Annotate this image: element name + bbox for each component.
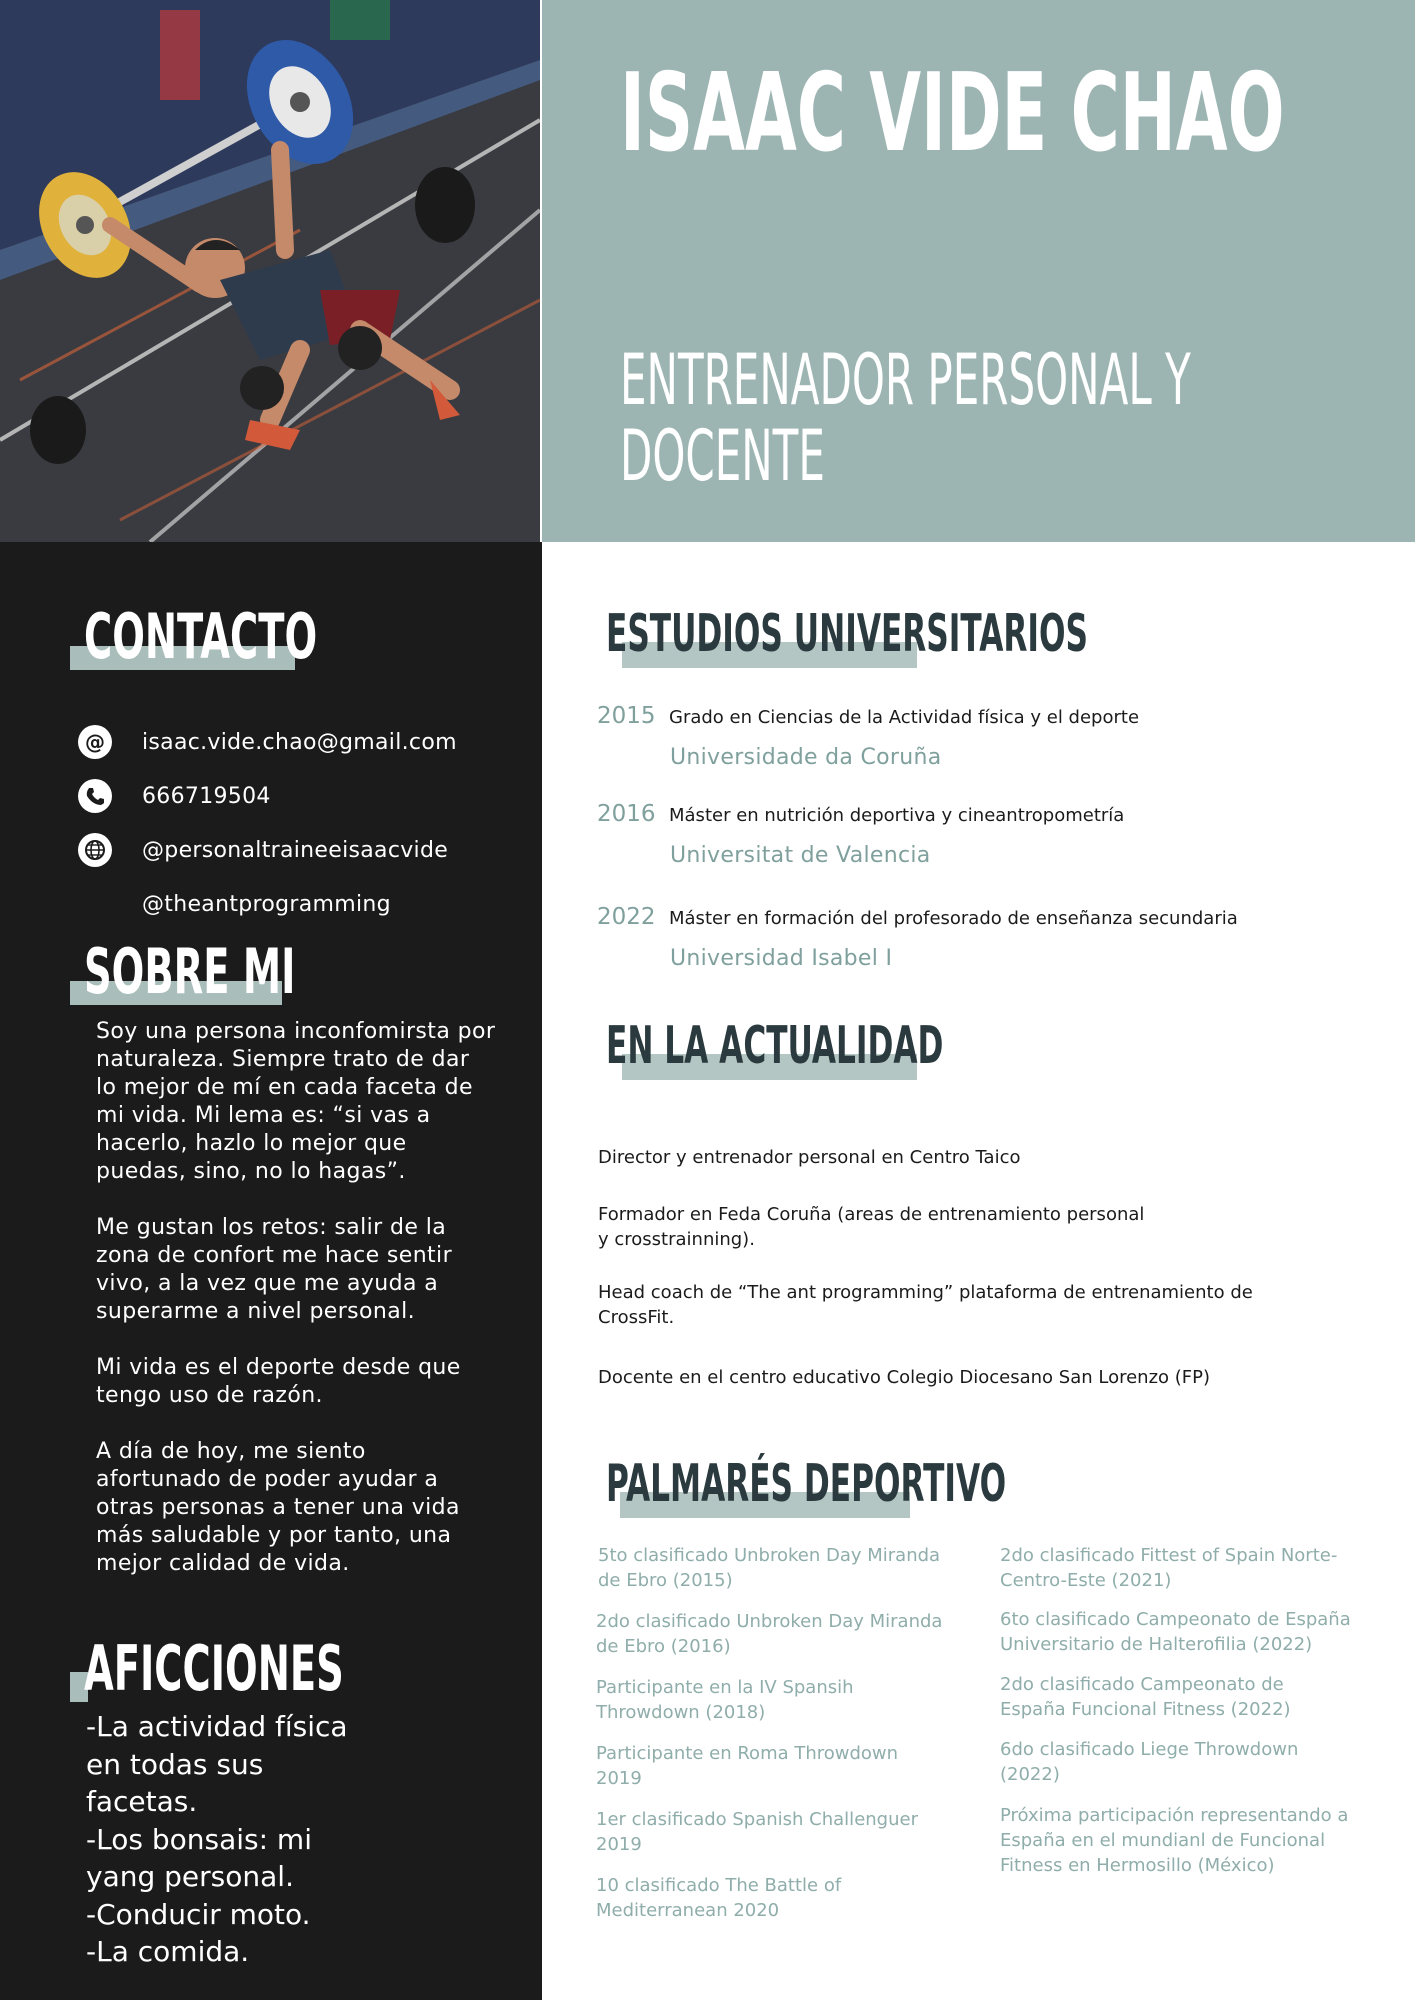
hobby-line: en todas sus — [86, 1747, 264, 1781]
studies-heading-text: ESTUDIOS UNIVERSITARIOS — [606, 604, 1089, 664]
at-icon: @ — [78, 725, 112, 759]
study-degree: Grado en Ciencias de la Actividad física y el deporte — [669, 707, 1140, 728]
awards-heading — [606, 1448, 1007, 1518]
study-degree: Máster en nutrición deportiva y cineantropometría — [669, 805, 1125, 826]
contact-social-row-2[interactable] — [78, 884, 391, 924]
studies-heading — [606, 598, 1089, 668]
contact-phone[interactable]: 666719504 — [142, 783, 271, 809]
award-item: 6do clasificado Liege Throwdown (2022) — [1000, 1739, 1299, 1785]
person-role — [620, 339, 1191, 497]
contact-social-1[interactable]: @personaltraineeisaacvide — [142, 837, 449, 863]
job-item: Director y entrenador personal en Centro Taico — [598, 1147, 1021, 1168]
contact-phone-row[interactable] — [78, 776, 271, 816]
hobby-line: -Los bonsais: mi — [86, 1822, 312, 1856]
header-band — [542, 0, 1415, 542]
profile-photo — [0, 0, 540, 542]
role-line-2: DOCENTE — [620, 415, 825, 497]
weightlifter-illustration — [0, 0, 540, 542]
about-text — [96, 1018, 496, 1606]
hobby-line: -Conducir moto. — [86, 1897, 311, 1931]
hobby-line: facetas. — [86, 1785, 198, 1818]
role-line-1: ENTRENADOR PERSONAL Y — [620, 339, 1191, 421]
person-name: ISAAC VIDE CHAO — [620, 51, 1285, 176]
study-year: 2016 — [597, 801, 656, 827]
study-year: 2015 — [597, 703, 656, 729]
study-year: 2022 — [597, 904, 656, 930]
award-item: 10 clasificado The Battle of Mediterranean 2020 — [596, 1875, 842, 1921]
hobby-line: -La actividad física — [86, 1710, 348, 1743]
contact-heading-text: CONTACTO — [84, 600, 318, 673]
phone-icon — [78, 779, 112, 813]
spacer-icon — [78, 887, 112, 921]
award-item: 6to clasificado Campeonato de España Universitario de Halterofilia (2022) — [1000, 1609, 1351, 1655]
study-university: Universidad Isabel I — [670, 946, 893, 971]
about-paragraph: A día de hoy, me siento afortunado de poder ayudar a otras personas a tener una vida más saludable y por tanto, una mejor calidad de vida. — [96, 1439, 460, 1576]
hobby-line: -La comida. — [86, 1935, 250, 1968]
award-item: 2do clasificado Campeonato de España Funcional Fitness (2022) — [1000, 1674, 1291, 1720]
hobbies-heading-text: AFICCIONES — [84, 1632, 344, 1705]
hobby-line: yang personal. — [86, 1860, 294, 1893]
about-paragraph: Me gustan los retos: salir de la zona de confort me hace sentir vivo, a la vez que me ayuda a superarme a nivel personal. — [96, 1215, 453, 1324]
about-paragraph: Mi vida es el deporte desde que tengo uso de razón. — [96, 1355, 461, 1408]
award-item: 2do clasificado Fittest of Spain Norte-Centro-Este (2021) — [1000, 1545, 1338, 1591]
award-item: Próxima participación representando a España en el mundianl de Funcional Fitness en Hermosillo (México) — [1000, 1805, 1349, 1876]
contact-social-row[interactable] — [78, 830, 448, 870]
contact-heading — [70, 600, 318, 673]
about-heading — [70, 935, 296, 1008]
current-heading-text: EN LA ACTUALIDAD — [606, 1016, 944, 1076]
job-item: Docente en el centro educativo Colegio Diocesano San Lorenzo (FP) — [598, 1367, 1211, 1388]
current-heading — [606, 1010, 944, 1080]
contact-social-2[interactable]: @theantprogramming — [142, 891, 391, 917]
award-item: 5to clasificado Unbroken Day Miranda de Ebro (2015) — [598, 1545, 941, 1591]
awards-heading-text: PALMARÉS DEPORTIVO — [606, 1454, 1007, 1514]
study-university: Universitat de Valencia — [670, 843, 931, 868]
about-paragraph: Soy una persona inconfomirsta por naturaleza. Siempre trato de dar lo mejor de mí en cada faceta de mi vida. Mi lema es: “si vas a hacerlo, hazlo lo mejor que puedas, sino, no lo hagas”. — [96, 1019, 496, 1184]
award-item: 1er clasificado Spanish Challenguer 2019 — [596, 1809, 918, 1855]
job-item: Head coach de “The ant programming” plataforma de entrenamiento de CrossFit. — [598, 1282, 1253, 1328]
hobbies-list — [86, 1708, 466, 1971]
job-item: Formador en Feda Coruña (areas de entrenamiento personal y crosstrainning). — [598, 1204, 1145, 1250]
about-heading-text: SOBRE MI — [84, 935, 296, 1008]
study-university: Universidade da Coruña — [670, 745, 942, 770]
award-item: Participante en Roma Throwdown 2019 — [596, 1743, 899, 1789]
contact-email[interactable]: isaac.vide.chao@gmail.com — [142, 729, 457, 755]
globe-icon — [78, 833, 112, 867]
hobbies-heading — [70, 1632, 344, 1705]
award-item: 2do clasificado Unbroken Day Miranda de Ebro (2016) — [596, 1611, 943, 1657]
award-item: Participante en la IV Spansih Throwdown (2018) — [596, 1677, 854, 1723]
study-degree: Máster en formación del profesorado de enseñanza secundaria — [669, 908, 1238, 929]
contact-email-row[interactable] — [78, 722, 457, 762]
